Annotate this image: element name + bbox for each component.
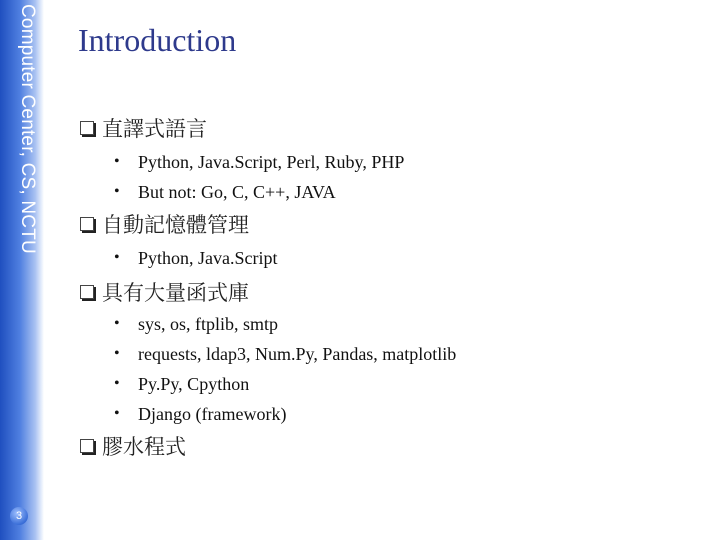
checkbox-bullet-icon bbox=[80, 217, 94, 231]
list-item bbox=[114, 312, 278, 336]
checkbox-bullet-icon bbox=[80, 439, 94, 453]
section-heading-text: 自動記憶體管理 bbox=[102, 213, 249, 237]
list-item bbox=[114, 372, 249, 396]
list-item-text: But not: Go, C, C++, JAVA bbox=[138, 181, 336, 202]
list-item bbox=[114, 180, 336, 204]
section-heading bbox=[80, 278, 249, 306]
slide-title: Introduction bbox=[78, 22, 237, 58]
bullet-icon: • bbox=[114, 153, 120, 170]
list-item bbox=[114, 402, 286, 426]
page-number: 3 bbox=[10, 507, 28, 525]
list-item bbox=[114, 150, 404, 174]
checkbox-bullet-icon bbox=[80, 285, 94, 299]
sidebar-label: Computer Center, CS, NCTU bbox=[17, 4, 38, 254]
section-heading-text: 具有大量函式庫 bbox=[102, 281, 249, 305]
bullet-icon: • bbox=[114, 375, 120, 392]
section-heading bbox=[80, 114, 207, 142]
bullet-icon: • bbox=[114, 405, 120, 422]
section-heading-text: 直譯式語言 bbox=[102, 117, 207, 141]
list-item-text: Python, Java.Script, Perl, Ruby, PHP bbox=[138, 151, 405, 172]
bullet-icon: • bbox=[114, 315, 120, 332]
section-heading-text: 膠水程式 bbox=[102, 435, 186, 459]
sidebar bbox=[0, 0, 44, 540]
list-item-text: sys, os, ftplib, smtp bbox=[138, 313, 279, 334]
list-item-text: Django (framework) bbox=[138, 403, 287, 424]
list-item bbox=[114, 246, 278, 270]
list-item-text: Py.Py, Cpython bbox=[138, 373, 250, 394]
bullet-icon: • bbox=[114, 249, 120, 266]
section-heading bbox=[80, 210, 249, 238]
bullet-icon: • bbox=[114, 345, 120, 362]
list-item bbox=[114, 342, 456, 366]
section-heading bbox=[80, 432, 186, 460]
bullet-icon: • bbox=[114, 183, 120, 200]
list-item-text: Python, Java.Script bbox=[138, 247, 278, 268]
list-item-text: requests, ldap3, Num.Py, Pandas, matplotlib bbox=[138, 343, 457, 364]
checkbox-bullet-icon bbox=[80, 121, 94, 135]
